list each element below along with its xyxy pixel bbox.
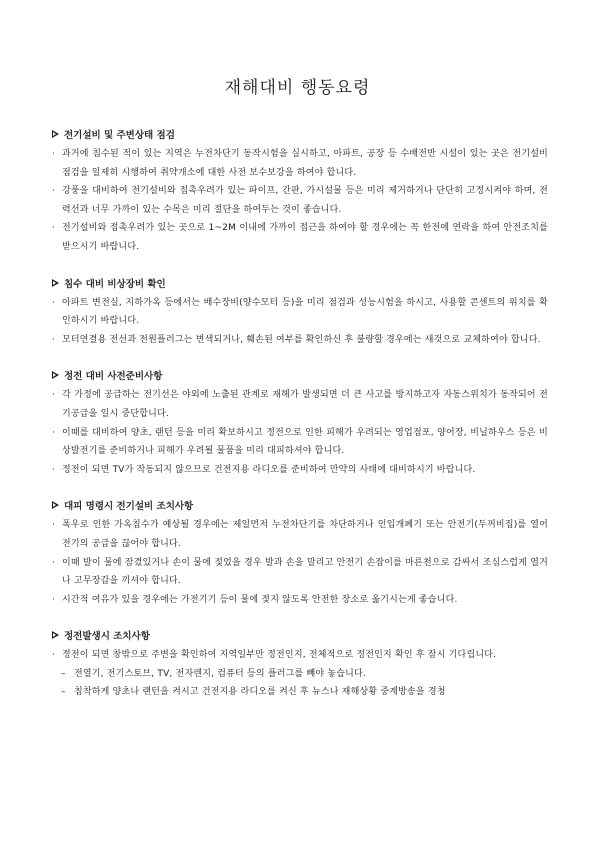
list-item: · 시간적 여유가 있을 경우에는 가전기기 등이 물에 젖지 않도록 안전한 장소로 옮기시는게 좋습니다. [52, 594, 458, 605]
triangle-bullet-icon [52, 501, 59, 509]
section-outage-preparation [52, 368, 548, 479]
section-heading-text: 정전발생시 조치사항 [64, 631, 150, 643]
document-body [52, 127, 548, 721]
triangle-bullet-icon [52, 279, 59, 287]
section-heading [52, 368, 548, 382]
section-heading [52, 276, 548, 290]
list-item: · 폭우로 인한 가옥침수가 예상될 경우에는 제일먼저 누전차단기를 차단하거나 인입개폐기 또는 안전기(두꺼비집)를 열어 전기의 공급을 끊어야 합니다. [52, 520, 548, 549]
section-heading-text: 대피 명령시 전기설비 조치사항 [64, 501, 194, 513]
section-heading [52, 628, 548, 642]
list-item: · 이때를 대비하여 양초, 랜턴 등을 미리 확보하시고 정전으로 인한 피해가 우려되는 영업점포, 양어장, 비닐하우스 등은 비상발전기를 준비하거나 피해가 우려될 물품을 미리 대피하셔야 합니다. [52, 427, 548, 457]
triangle-bullet-icon [52, 371, 59, 379]
list-item: · 정전이 되면 TV가 작동되지 않으므로 건전지용 라디오를 준비하여 만약의 사태에 대비하시기 바랍니다. [52, 464, 476, 475]
triangle-bullet-icon [52, 631, 59, 639]
list-item: · 각 가정에 공급하는 전기선은 야외에 노출된 관계로 재해가 발생되면 더 큰 사고를 방지하고자 자동스위치가 동작되어 전기공급을 일시 중단합니다. [52, 390, 548, 419]
triangle-bullet-icon [52, 130, 59, 138]
section-heading [52, 127, 548, 141]
list-item: · 강풍을 대비하여 전기설비와 접촉우려가 있는 파이프, 간판, 가시설물 등은 미리 제거하거나 단단히 고정시켜야 하며, 전력선과 너무 가까이 있는 수목은 미리 절단을 하여두는 것이 좋습니다. [52, 186, 548, 215]
section-heading-text: 전기설비 및 주변상태 점검 [64, 130, 175, 141]
list-item: · 아파트 변전실, 지하가옥 등에서는 배수장비(양수모터 등)을 미리 점검과 성능시험을 하시고, 사용할 콘센트의 위치를 확인하시기 바랍니다. [52, 297, 548, 327]
section-outage-response [52, 628, 548, 702]
section-electrical-check [52, 127, 548, 257]
list-item: · 모터연결용 전선과 전원플러그는 변색되거나, 훼손된 여부를 확인하신 후 불량할 경우에는 새것으로 교체하여야 합니다. [52, 334, 541, 345]
section-heading-text: 정전 대비 사전준비사항 [64, 371, 163, 383]
page-title: 재해대비 행동요령 [224, 78, 371, 98]
list-item: · 정전이 되면 창밖으로 주변을 확인하여 지역일부만 정전인지, 전체적으로 정전인지 확인 후 잠시 기다립니다. [52, 650, 497, 661]
sub-list-item: – 전열기, 전기스토브, TV, 전자렌지, 컴퓨터 등의 플러그를 빼야 놓습니다. [61, 668, 366, 679]
sub-list-item: – 침착하게 양초나 랜턴을 켜시고 건전지용 라디오를 켜신 후 뉴스나 재해상황 중계방송을 경청 [61, 687, 446, 698]
list-item: · 전기설비와 접촉우려가 있는 곳으로 1~2M 이내에 가까이 접근을 하여야 할 경우에는 꼭 한전에 연락을 하여 안전조치를 받으시기 바랍니다. [52, 223, 548, 252]
section-heading [52, 498, 548, 512]
section-evacuation-measures [52, 498, 548, 609]
section-flood-equipment [52, 276, 548, 350]
list-item: · 과거에 침수된 적이 있는 지역은 누전차단기 동작시험을 실시하고, 아파트, 공장 등 수배전반 시설이 있는 곳은 전기설비 점검을 일제히 시행하여 취약개소에 대한 사전 보수보강을 하여야 합니다. [52, 149, 548, 178]
section-heading-text: 침수 대비 비상장비 확인 [64, 278, 166, 290]
list-item: · 이때 발이 물에 잠겼있거나 손이 물에 젖었을 경우 발과 손을 말리고 안전기 손잡이를 마른천으로 감싸서 조심스럽게 열거나 고무장갑을 끼셔야 합니다. [52, 557, 548, 587]
